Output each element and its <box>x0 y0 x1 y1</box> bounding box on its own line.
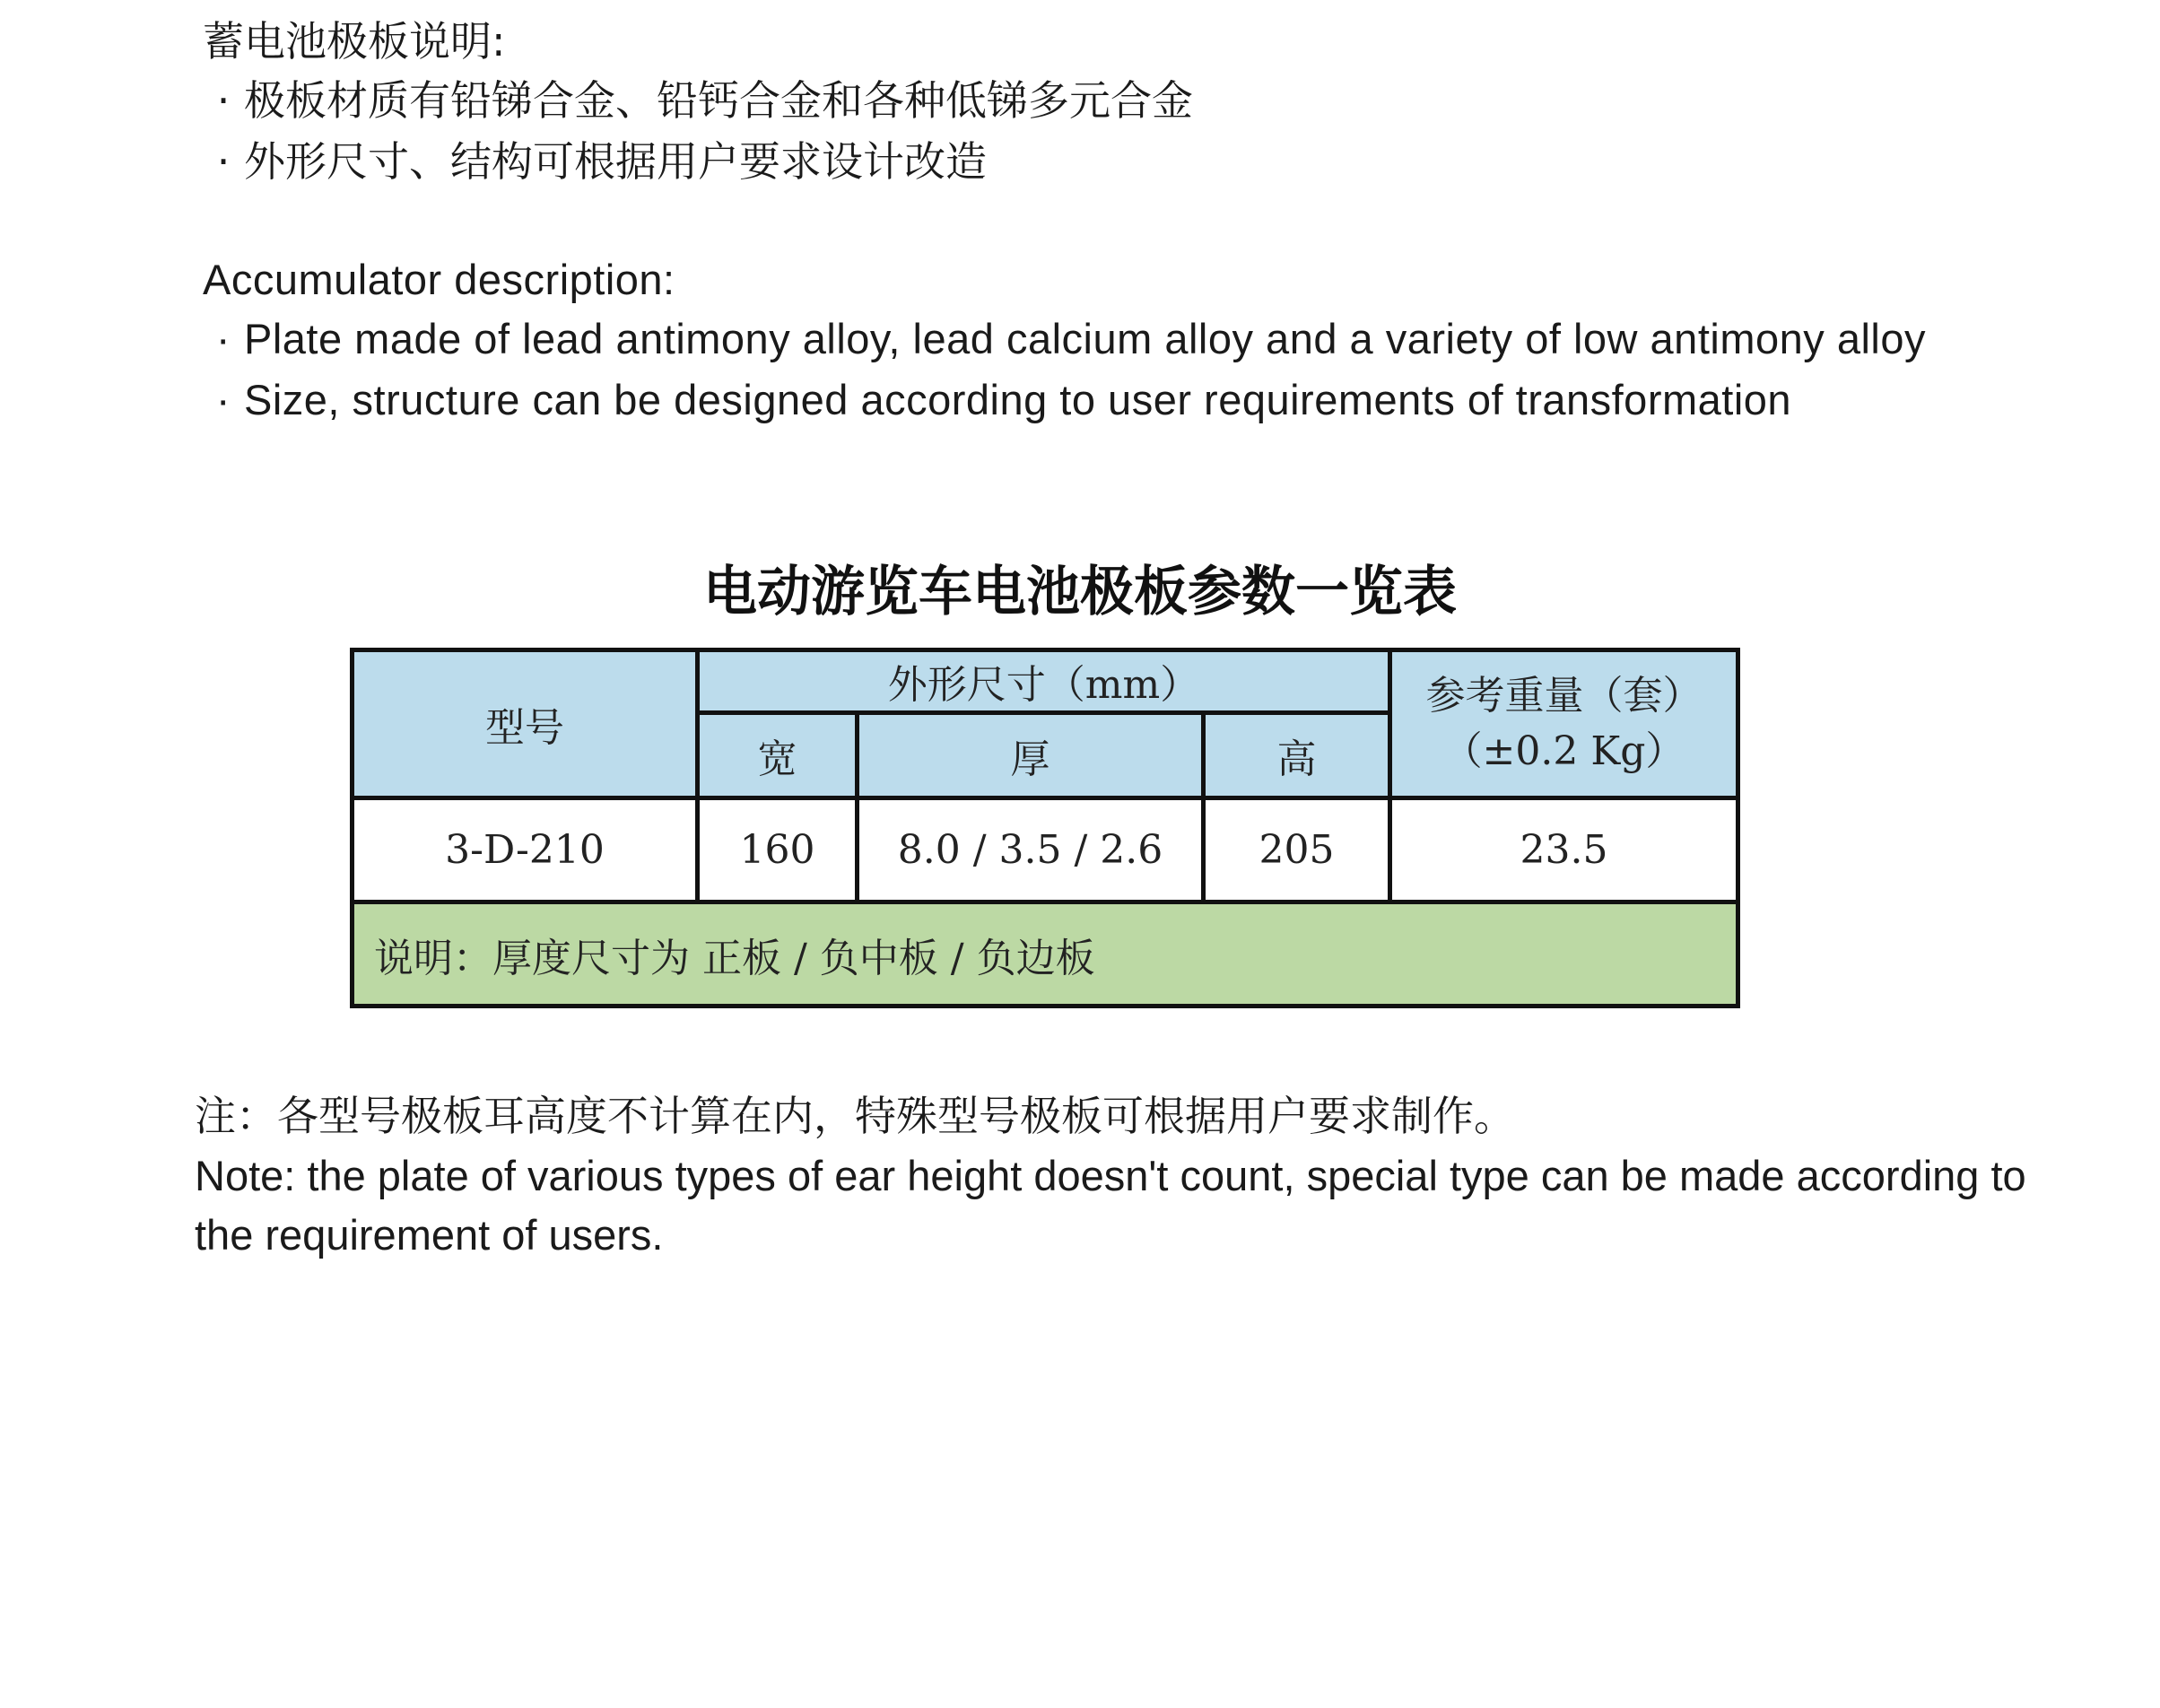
footnote-cn: 注：各型号极板耳高度不计算在内，特殊型号极板可根据用户要求制作。 <box>195 1092 1515 1140</box>
cell-height: 205 <box>1204 798 1390 902</box>
header-weight <box>1390 650 1738 798</box>
en-bullet-text: Size, structure can be designed according to user requirements of transformation <box>244 376 1792 423</box>
en-bullet-text: Plate made of lead antimony alloy, lead calcium alloy and a variety of low antimony alloy <box>244 315 1926 362</box>
header-thickness: 厚 <box>858 712 1204 798</box>
footnote <box>195 1085 2042 1265</box>
header-width: 宽 <box>698 712 858 798</box>
en-description-heading: Accumulator description: <box>203 256 675 303</box>
table-note: 说明：厚度尺寸为 正板 / 负中板 / 负边板 <box>353 902 1738 1006</box>
cell-model: 3-D-210 <box>353 798 698 902</box>
bullet-dot: · <box>216 76 231 125</box>
cell-width: 160 <box>698 798 858 902</box>
table-title: 电动游览车电池极板参数一览表 <box>703 561 1457 623</box>
en-bullet-1 <box>203 309 2033 370</box>
table-row <box>353 798 1738 902</box>
bullet-dot: · <box>216 137 231 186</box>
header-weight-line1: 参考重量（套） <box>1425 673 1703 719</box>
table-note-row <box>353 902 1738 1006</box>
footnote-en: Note: the plate of various types of ear height doesn't count, special type can be made according to the requirement of users. <box>195 1152 2026 1259</box>
cn-bullet-2 <box>203 131 1193 192</box>
cn-bullet-text: 极板材质有铅锑合金、铅钙合金和各种低锑多元合金 <box>244 76 1193 125</box>
header-model: 型号 <box>353 650 698 798</box>
header-weight-line2: （±0.2 Kg） <box>1442 728 1685 775</box>
cn-bullet-text: 外形尺寸、结构可根据用户要求设计改造 <box>244 137 987 186</box>
cn-description <box>203 13 1193 192</box>
table-header-row <box>353 650 1738 713</box>
bullet-dot: · <box>215 376 231 423</box>
cn-description-heading: 蓄电池极板说明: <box>203 17 506 65</box>
header-height: 高 <box>1204 712 1390 798</box>
cell-weight: 23.5 <box>1390 798 1738 902</box>
spec-table <box>350 648 1740 1008</box>
cn-bullet-1 <box>203 70 1193 131</box>
bullet-dot: · <box>215 315 231 362</box>
en-bullet-2 <box>203 370 2033 431</box>
header-dimensions: 外形尺寸（mm） <box>698 650 1390 713</box>
cell-thickness: 8.0 / 3.5 / 2.6 <box>858 798 1204 902</box>
en-description <box>203 251 2033 431</box>
